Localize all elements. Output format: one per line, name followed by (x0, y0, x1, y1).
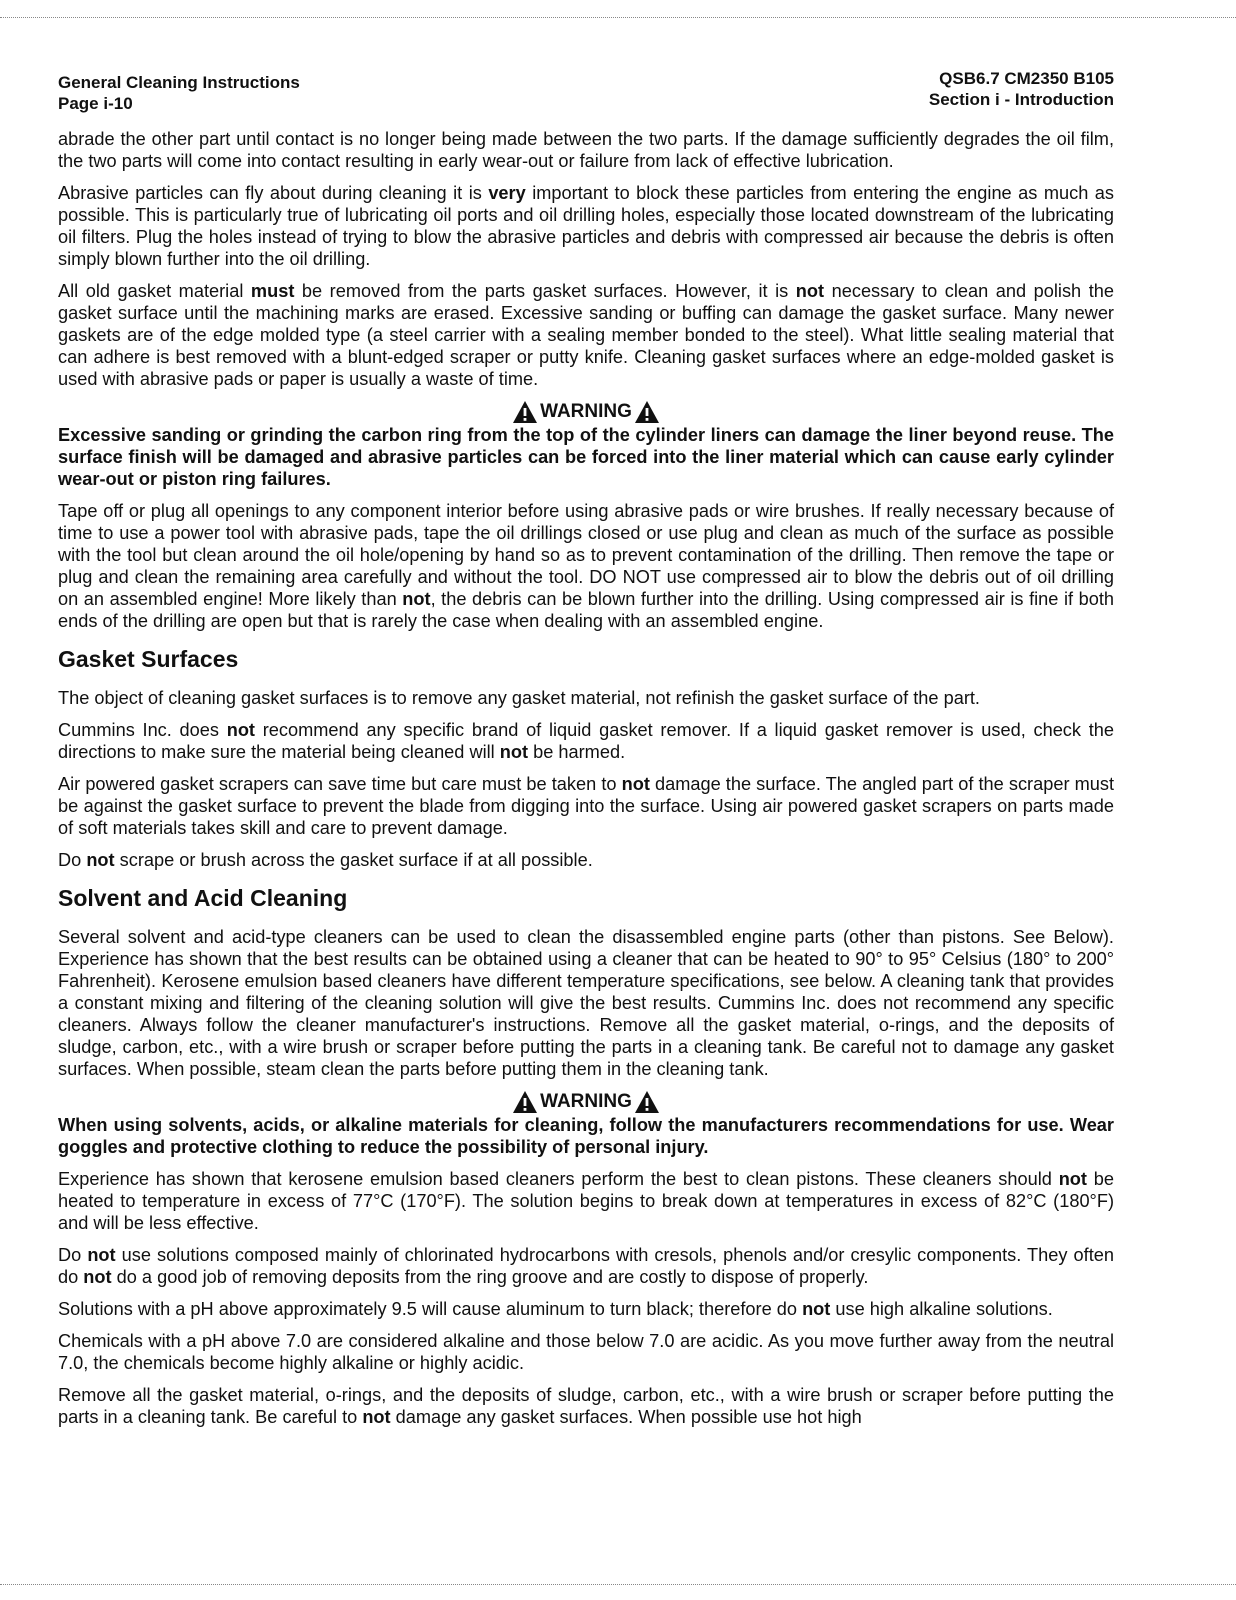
paragraph (58, 182, 1114, 270)
emphasis: not (86, 850, 115, 870)
warning-label: WARNING (540, 1091, 632, 1112)
text-run: be harmed. (528, 742, 626, 762)
emphasis: not (83, 1267, 112, 1287)
emphasis: not (802, 1299, 831, 1319)
text-run: Abrasive particles can fly about during cleaning it is (58, 183, 489, 203)
emphasis: not (1058, 1169, 1087, 1189)
paragraph (58, 1384, 1114, 1428)
emphasis: not (402, 589, 431, 609)
text-run: Cummins Inc. does (58, 720, 227, 740)
paragraph: The object of cleaning gasket surfaces is to remove any gasket material, not refinish the gasket surface of the part. (58, 688, 980, 708)
top-scan-rule (0, 17, 1236, 18)
section-heading-gasket: Gasket Surfaces (58, 646, 239, 672)
emphasis: not (795, 281, 825, 301)
emphasis: very (488, 183, 526, 203)
text-run: Experience has shown that kerosene emulsion based cleaners perform the best to clean pistons. These cleaners should (58, 1169, 1059, 1189)
warning-triangle-icon (634, 400, 660, 424)
text-run: do a good job of removing deposits from the ring groove and are costly to dispose of properly. (111, 1267, 869, 1287)
emphasis: not (499, 742, 529, 762)
text-run: recommend any specific brand of liquid gasket remover. If a liquid gasket remover is used, check the directions to make sure the material being cleaned will (58, 720, 1114, 762)
text-run: Remove all the gasket material, o-rings, and the deposits of sludge, carbon, etc., with a wire brush or scraper before putting the parts in a cleaning tank. Be careful to (58, 1385, 1114, 1427)
warning-title (58, 1090, 1114, 1114)
emphasis: not (87, 1245, 116, 1265)
text-run: Do (58, 850, 87, 870)
paragraph (58, 719, 1114, 763)
text-run: , the debris can be blown further into the drilling. Using compressed air is fine if both ends of the drilling are open but that is rarely the case when dealing with an assembled engine. (58, 589, 1115, 631)
paragraph: Chemicals with a pH above 7.0 are considered alkaline and those below 7.0 are acidic. As you move further away from the neutral 7.0, the chemicals become highly alkaline or highly acidic. (58, 1331, 1114, 1373)
paragraph (58, 1298, 1114, 1320)
warning-triangle-icon (634, 1090, 660, 1114)
emphasis: must (250, 281, 295, 301)
bottom-scan-rule (0, 1584, 1236, 1585)
paragraph (58, 1244, 1114, 1288)
header-section: Section i - Introduction (928, 90, 1114, 109)
emphasis: not (621, 774, 650, 794)
text-run: be removed from the parts gasket surfaces. However, it is (294, 281, 796, 301)
paragraph (58, 773, 1114, 839)
emphasis: not (362, 1407, 391, 1427)
page-body (58, 128, 1114, 1438)
header-model: QSB6.7 CM2350 B105 (939, 69, 1114, 88)
warning-text: When using solvents, acids, or alkaline materials for cleaning, follow the manufacturers recommendations for use. Wear goggles and protective clothing to reduce the possibility of personal injury. (58, 1115, 1114, 1157)
section-heading-solvent: Solvent and Acid Cleaning (58, 885, 348, 911)
paragraph (58, 849, 1114, 871)
text-run: important to block these particles from entering the engine as much as possible. This is particularly true of lubricating oil ports and oil drilling holes, especially those located downstream of the lubricating oil filters. Plug the holes instead of trying to blow the abrasive particles and debris with compressed air because the debris is often simply blown further into the oil drilling. (58, 183, 1114, 269)
warning-label: WARNING (540, 401, 632, 422)
paragraph (58, 280, 1114, 390)
header-right (929, 68, 1114, 110)
text-run: be heated to temperature in excess of 77°C (170°F). The solution begins to break down at temperatures in excess of 82°C (180°F) and will be less effective. (58, 1169, 1114, 1233)
paragraph: Several solvent and acid-type cleaners can be used to clean the disassembled engine parts (other than pistons. See Below). Experience has shown that the best results can be obtained using a cleaner that can be heated to 90° to 95° Celsius (180° to 200° Fahrenheit). Kerosene emulsion based cleaners have different temperature specifications, see below. A cleaning tank that provides a constant mixing and filtering of the cleaning solution will give the best results. Cummins Inc. does not recommend any specific cleaners. Always follow the cleaner manufacturer's instructions. Remove all the gasket material, o-rings, and the deposits of sludge, carbon, etc., with a wire brush or scraper before putting the parts in a cleaning tank. Be careful not to damage any gasket surfaces. When possible, steam clean the parts before putting them in the cleaning tank. (58, 927, 1114, 1079)
text-run: scrape or brush across the gasket surface if at all possible. (114, 850, 593, 870)
text-run: necessary to clean and polish the gasket surface until the machining marks are erased. Excessive sanding or buffing can damage the gasket surface. Many newer gaskets are of the edge molded type (a steel carrier with a sealing member bonded to the steel). What little sealing material that can adhere is best removed with a blunt-edged scraper or putty knife. Cleaning gasket surfaces where an edge-molded gasket is used with abrasive pads or paper is usually a waste of time. (58, 281, 1114, 389)
text-run: Air powered gasket scrapers can save time but care must be taken to (58, 774, 622, 794)
text-run: damage the surface. The angled part of the scraper must be against the gasket surface to prevent the blade from digging into the surface. Using air powered gasket scrapers on parts made of soft materials takes skill and care to prevent damage. (58, 774, 1115, 838)
warning-title (58, 400, 1114, 424)
text-run: damage any gasket surfaces. When possible use hot high (390, 1407, 862, 1427)
text-run: Tape off or plug all openings to any component interior before using abrasive pads or wire brushes. If really necessary because of time to use a power tool with abrasive pads, tape the oil drillings closed or use plug and clean as much of the surface as possible with the tool but clean around the oil hole/opening by hand so as to prevent contamination of the drilling. Then remove the tape or plug and clean the remaining area carefully and without the tool. DO NOT use compressed air to blow the debris out of oil drilling on an assembled engine! More likely than (58, 501, 1114, 609)
header-page-number: Page i-10 (58, 94, 133, 113)
text-run: Solutions with a pH above approximately 9.5 will cause aluminum to turn black; therefore do (58, 1299, 803, 1319)
header-left (58, 72, 300, 114)
header-doc-title: General Cleaning Instructions (58, 73, 300, 92)
paragraph (58, 500, 1114, 632)
warning-text: Excessive sanding or grinding the carbon ring from the top of the cylinder liners can damage the liner beyond reuse. The surface finish will be damaged and abrasive particles can be forced into the liner material which can cause early cylinder wear-out or piston ring failures. (58, 425, 1114, 489)
emphasis: not (226, 720, 255, 740)
warning-triangle-icon (512, 400, 538, 424)
text-run: use high alkaline solutions. (830, 1299, 1053, 1319)
text-run: All old gasket material (58, 281, 251, 301)
paragraph (58, 1168, 1114, 1234)
text-run: Do (58, 1245, 88, 1265)
paragraph: abrade the other part until contact is no longer being made between the two parts. If the damage sufficiently degrades the oil film, the two parts will come into contact resulting in early wear-out or failure from lack of effective lubrication. (58, 129, 1114, 171)
warning-triangle-icon (512, 1090, 538, 1114)
text-run: use solutions composed mainly of chlorinated hydrocarbons with cresols, phenols and/or cresylic components. They often do (58, 1245, 1114, 1287)
